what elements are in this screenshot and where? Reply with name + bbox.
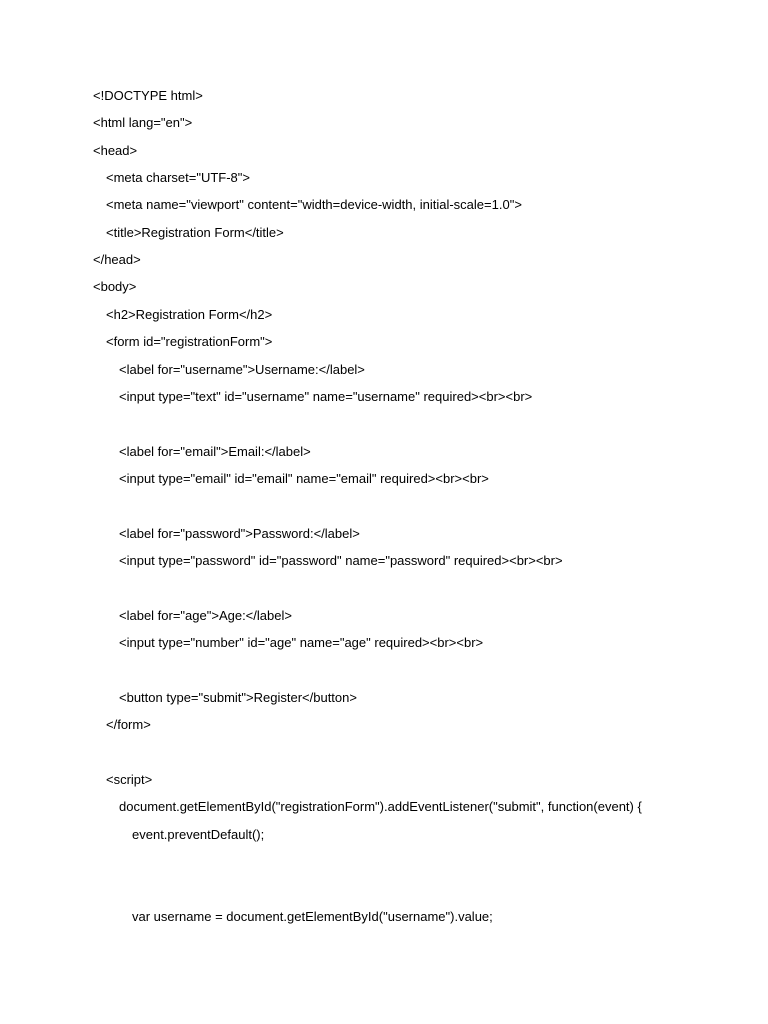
code-line: <title>Registration Form</title> — [106, 225, 284, 240]
code-line: <input type="text" id="username" name="username" required><br><br> — [119, 389, 533, 404]
code-line: <script> — [106, 772, 153, 787]
code-line: <label for="age">Age:</label> — [119, 608, 292, 623]
code-line: </form> — [106, 717, 151, 732]
code-line: <input type="password" id="password" name="password" required><br><br> — [119, 553, 563, 568]
code-line: <body> — [93, 279, 137, 294]
code-line: var username = document.getElementById("username").value; — [132, 909, 493, 924]
code-line: <button type="submit">Register</button> — [119, 690, 357, 705]
code-line: <label for="email">Email:</label> — [119, 444, 311, 459]
code-line: <head> — [93, 143, 138, 158]
code-line: <input type="number" id="age" name="age" required><br><br> — [119, 635, 484, 650]
code-line: <meta name="viewport" content="width=device-width, initial-scale=1.0"> — [106, 197, 522, 212]
code-line: <input type="email" id="email" name="email" required><br><br> — [119, 471, 489, 486]
code-line: document.getElementById("registrationForm").addEventListener("submit", function(event) { — [119, 799, 642, 814]
code-line: event.preventDefault(); — [132, 827, 265, 842]
code-line: <!DOCTYPE html> — [93, 88, 203, 103]
code-line: <form id="registrationForm"> — [106, 334, 273, 349]
code-line: <meta charset="UTF-8"> — [106, 170, 250, 185]
code-line: <label for="username">Username:</label> — [119, 362, 365, 377]
code-line: <h2>Registration Form</h2> — [106, 307, 273, 322]
code-line: <html lang="en"> — [93, 115, 193, 130]
code-line: <label for="password">Password:</label> — [119, 526, 360, 541]
code-line: </head> — [93, 252, 141, 267]
